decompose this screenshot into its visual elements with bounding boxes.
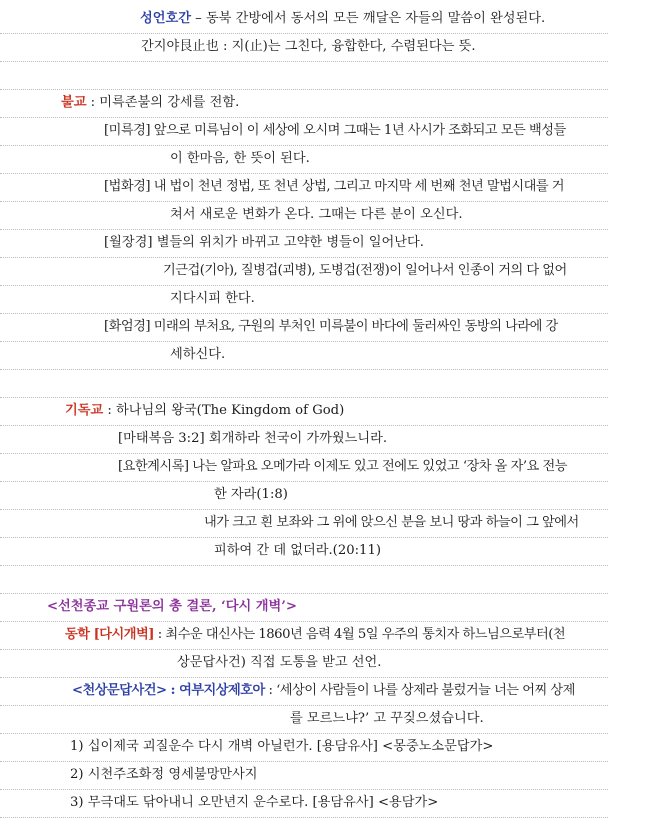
cheonsang-line [0,706,608,734]
sutra-text: 기근겁(기아), 질병겁(괴병), 도병겁(전쟁)이 일어나서 인종이 거의 다 없어 [163,263,567,278]
list-item-text: 3) 무극대도 닦아내니 오만년지 운수로다. [용담유사] <용담가> [70,795,439,810]
sutra-line [0,258,608,286]
sutra-source: [법화경] [104,179,151,194]
sutra-line [0,286,608,314]
sutra-source: [미륵경] [104,123,151,138]
seong-label: 성언호간 [140,11,191,26]
cheonsang-text: 를 모르느냐?’ 고 꾸짖으셨습니다. [290,711,484,726]
sutra-text: 별들의 위치가 바뀌고 고약한 병들이 일어난다. [152,235,424,250]
blank-line [0,370,608,398]
sutra-text: 이 한마음, 한 뜻이 된다. [170,151,310,166]
scripture-line [0,510,608,538]
sutra-text: 지다시피 한다. [170,291,255,306]
conclusion-heading: <선천종교 구원론의 총 결론, ‘다시 개벽’> [47,599,297,614]
sutra-line [0,118,608,146]
christianity-line [0,398,608,426]
scripture-line [0,454,608,482]
revelation-text: 나는 알파요 오메가라 이제도 있고 전에도 있었고 ‘장차 올 자’요 전능 [188,459,567,474]
sutra-line [0,230,608,258]
list-item [0,790,608,818]
cheonsang-text: : ‘세상이 사람들이 나를 상제라 불렀거늘 너는 어찌 상제 [264,683,575,698]
list-item [0,734,608,762]
list-item-text: 2) 시천주조화정 영세불망만사지 [70,767,258,782]
scripture-line [0,426,608,454]
buddhism-intro: : 미륵존불의 강세를 전함. [86,95,240,110]
buddhism-line [0,90,608,118]
donghak-line [0,622,608,650]
sutra-line [0,202,608,230]
sutra-text: 세하신다. [170,347,226,362]
donghak-label: 동학 [다시개벽] [65,627,155,642]
cheonsang-line [0,678,608,706]
sutra-text: 내 법이 천년 정법, 또 천년 상법, 그리고 마지막 세 번째 천년 말법시대를 거 [150,179,565,194]
revelation-source: [요한계시록] [118,459,189,474]
revelation-text: 한 자라(1:8) [214,487,288,502]
cheonsang-label: <천상문답사건> : 여부지상제호아 [72,683,265,698]
sutra-line [0,174,608,202]
blank-line [0,566,608,594]
sutra-source: [월장경] [104,235,153,250]
sutra-text: 앞으로 미륵님이 이 세상에 오시며 그때는 1년 사시가 조화되고 모든 백성들 [150,123,566,138]
blank-line [0,62,608,90]
donghak-line [0,650,608,678]
donghak-text: 상문답사건) 직접 도통을 받고 선언. [177,655,382,670]
scripture-line [0,538,608,566]
sutra-text: 쳐서 새로운 변화가 온다. 그때는 다른 분이 오신다. [170,207,463,222]
christianity-intro: : 하나님의 왕국(The Kingdom of God) [103,403,345,418]
seong-sub: 간지야艮止也 : 지(止)는 그친다, 융합한다, 수렴된다는 뜻. [141,39,476,54]
revelation-text: 내가 크고 흰 보좌와 그 위에 앉으신 분을 보니 땅과 하늘이 그 앞에서 [204,515,579,530]
sutra-line [0,146,608,174]
sutra-line [0,342,608,370]
revelation-text: 피하여 간 데 없더라.(20:11) [214,543,381,558]
seong-line [0,6,608,34]
seong-text: – 동북 간방에서 동서의 모든 깨달은 자들의 말씀이 완성된다. [190,11,546,26]
sutra-text: 미래의 부처요, 구원의 부처인 미륵불이 바다에 둘러싸인 동방의 나라에 강 [150,319,558,334]
list-item [0,762,608,790]
donghak-text: : 최수운 대신사는 1860년 음력 4월 5일 우주의 통치자 하느님으로부터(천 [154,627,566,642]
list-item-text: 1) 십이제국 괴질운수 다시 개벽 아닐런가. [용담유사] <몽중노소문답가> [70,739,494,754]
sutra-line [0,314,608,342]
buddhism-label: 불교 [61,95,87,110]
scripture-line [0,482,608,510]
christianity-label: 기독교 [65,403,104,418]
seong-sub-line [0,34,608,62]
conclusion-heading-line [0,594,608,622]
matthew-text: [마태복음 3:2] 회개하라 천국이 가까웠느니라. [118,431,388,446]
sutra-source: [화엄경] [104,319,151,334]
